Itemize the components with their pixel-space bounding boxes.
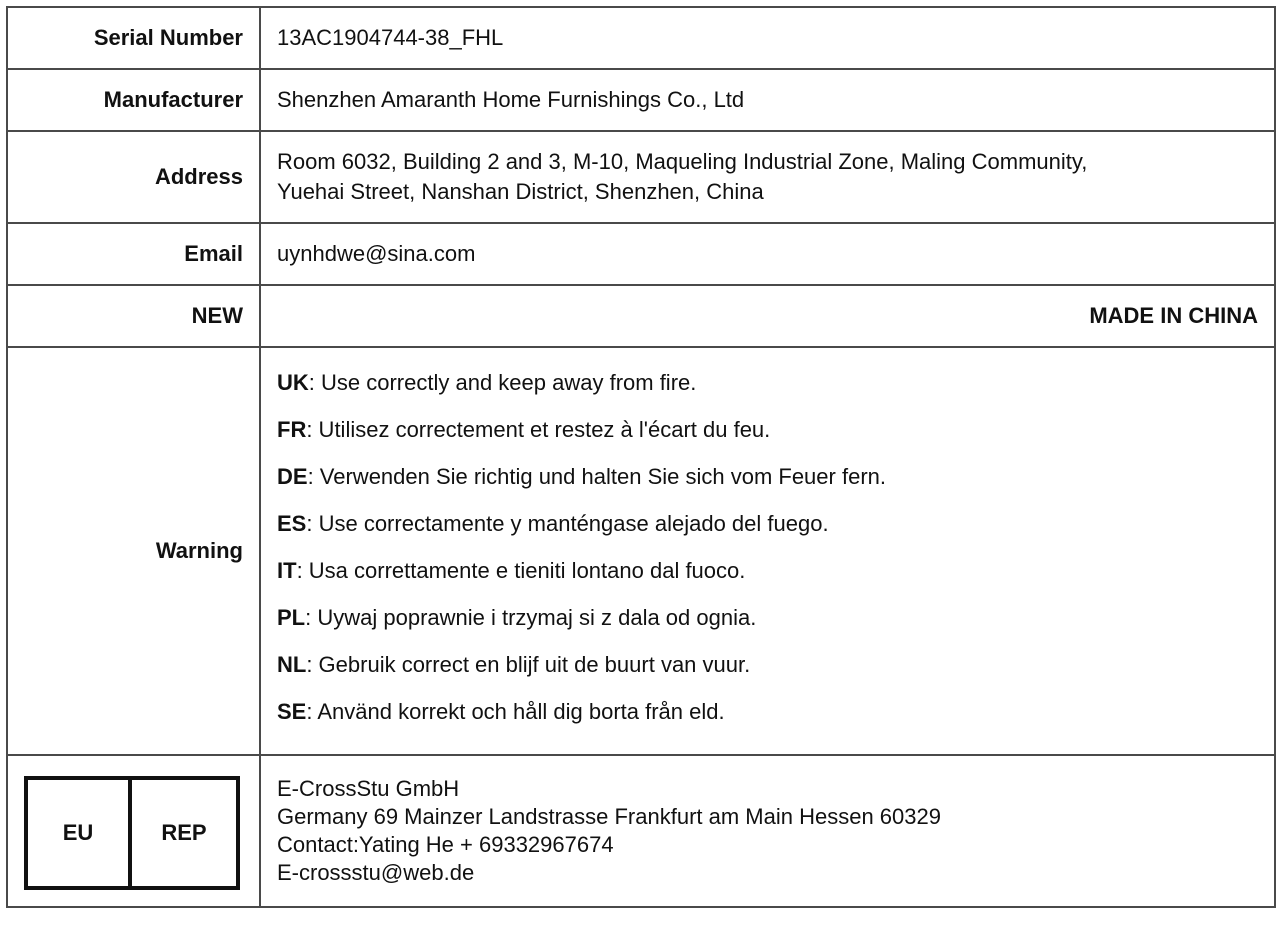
serial-number-row [7,7,1275,69]
warning-code: SE [277,699,307,724]
warning-code: NL [277,652,307,677]
serial-number-value: 13AC1904744-38_FHL [260,7,1275,69]
eu-rep-symbol-eu: EU [28,780,132,886]
serial-number-label: Serial Number [7,7,260,69]
made-in-value: MADE IN CHINA [260,285,1275,347]
warning-item-de [277,464,1258,511]
warning-item-pl [277,605,1258,652]
email-row [7,223,1275,285]
eu-rep-address: Germany 69 Mainzer Landstrasse Frankfurt am Main Hessen 60329 [277,804,941,829]
eu-rep-row [7,755,1275,907]
manufacturer-label: Manufacturer [7,69,260,131]
warning-text: : Uywaj poprawnie i trzymaj si z dala od ognia. [305,605,757,630]
warning-item-fr [277,417,1258,464]
warning-code: IT [277,558,297,583]
new-row [7,285,1275,347]
email-value: uynhdwe@sina.com [260,223,1275,285]
warning-label: Warning [7,347,260,755]
eu-rep-details [260,755,1275,907]
warning-list [277,356,1258,746]
address-value [260,131,1275,223]
address-label: Address [7,131,260,223]
warning-row [7,347,1275,755]
warning-item-nl [277,652,1258,699]
warning-text: : Gebruik correct en blijf uit de buurt van vuur. [306,652,751,677]
warning-text: : Utilisez correctement et restez à l'écart du feu. [306,417,771,442]
eu-rep-company: E-CrossStu GmbH [277,776,460,801]
address-row [7,131,1275,223]
warning-text: : Usa correttamente e tieniti lontano dal fuoco. [296,558,746,583]
eu-rep-symbol [24,776,240,890]
warning-text: : Use correctamente y manténgase alejado del fuego. [306,511,829,536]
warning-item-it [277,558,1258,605]
eu-rep-symbol-rep: REP [161,820,207,845]
warning-text: : Använd korrekt och håll dig borta från eld. [306,699,725,724]
manufacturer-value: Shenzhen Amaranth Home Furnishings Co., Ltd [260,69,1275,131]
warning-item-es [277,511,1258,558]
warning-item-se [277,699,1258,746]
warning-code: FR [277,417,307,442]
email-label: Email [7,223,260,285]
warning-code: PL [277,605,306,630]
eu-rep-symbol-cell [7,755,260,907]
warning-code: DE [277,464,308,489]
warning-code: UK [277,370,309,395]
address-line-1: Room 6032, Building 2 and 3, M-10, Maqueling Industrial Zone, Maling Community, [277,149,1088,174]
address-line-2: Yuehai Street, Nanshan District, Shenzhen, China [277,179,764,204]
product-label-table [6,6,1276,908]
warning-code: ES [277,511,307,536]
new-label: NEW [7,285,260,347]
warning-value [260,347,1275,755]
eu-rep-contact: Contact:Yating He + 69332967674 [277,832,614,857]
warning-text: : Use correctly and keep away from fire. [308,370,697,395]
manufacturer-row [7,69,1275,131]
warning-item-uk [277,370,1258,417]
warning-text: : Verwenden Sie richtig und halten Sie sich vom Feuer fern. [307,464,886,489]
eu-rep-email: E-crossstu@web.de [277,860,475,885]
